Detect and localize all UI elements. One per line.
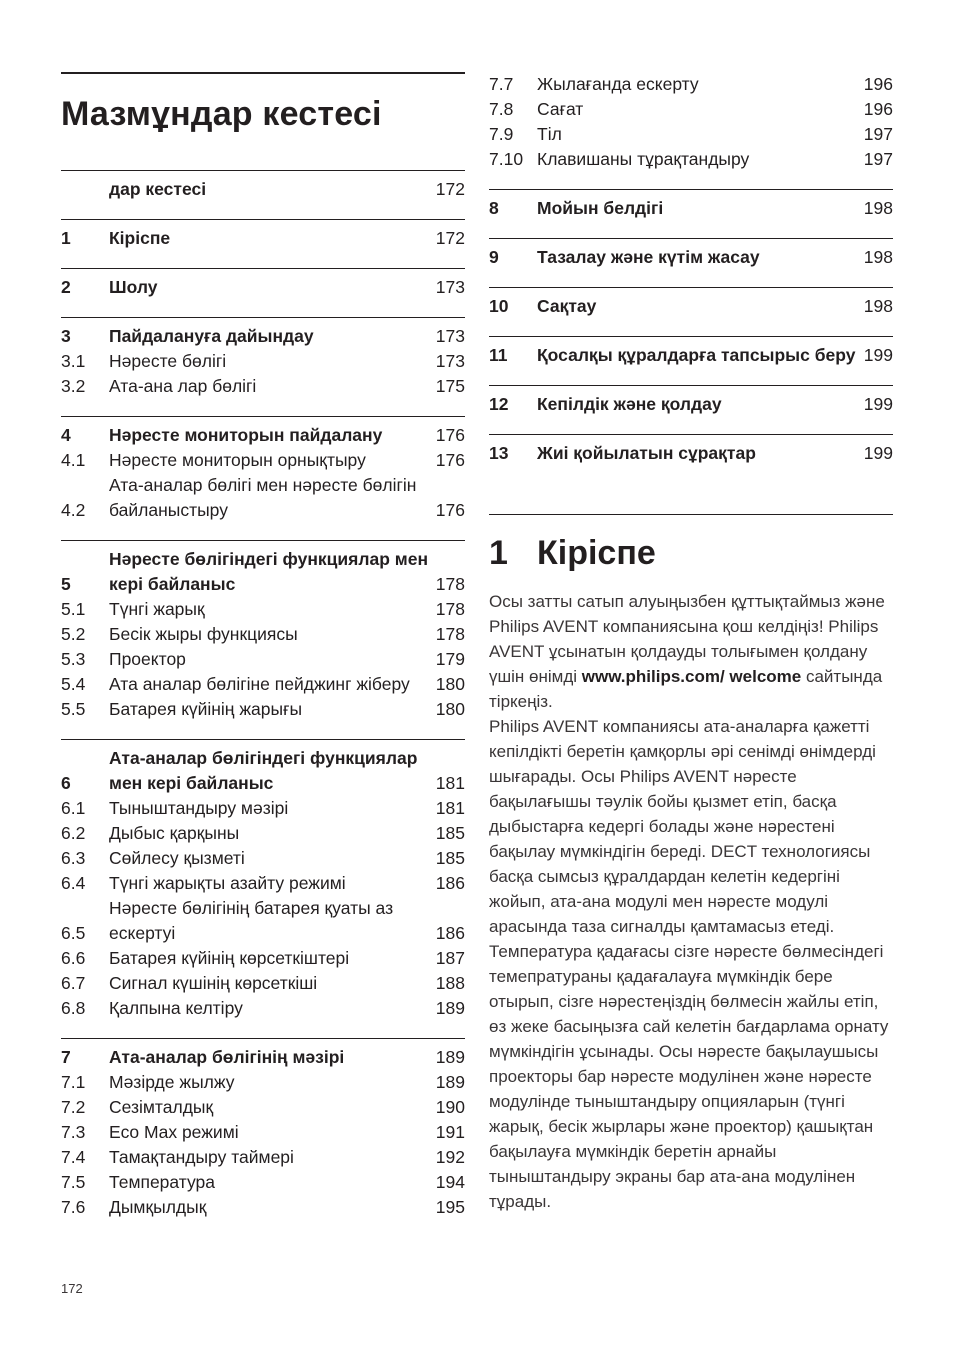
toc-section xyxy=(61,317,465,399)
toc-right-column xyxy=(489,72,893,1214)
toc-entry-title: Сигнал күшінің көрсеткіші xyxy=(109,973,318,993)
toc-section xyxy=(489,287,893,319)
toc-section xyxy=(489,72,893,172)
toc-subsection-entry[interactable] xyxy=(61,1120,465,1145)
toc-entry-number: 7.3 xyxy=(61,1122,86,1142)
toc-entry-page: 179 xyxy=(435,649,465,669)
toc-section xyxy=(61,540,465,722)
intro-heading xyxy=(489,533,893,573)
toc-entry-page: 198 xyxy=(863,198,893,218)
toc-entry-page: 198 xyxy=(863,247,893,267)
toc-entry-number: 4.1 xyxy=(61,450,86,470)
toc-entry-page: 194 xyxy=(435,1172,465,1192)
toc-entry-title: Температура xyxy=(109,1172,215,1192)
toc-entry-number: 6.6 xyxy=(61,948,86,968)
toc-entry-title: Қосалқы құралдарға тапсырыс беру xyxy=(537,345,856,365)
toc-entry-page: 185 xyxy=(435,823,465,843)
toc-entry-title: Проектор xyxy=(109,649,186,669)
toc-entry-title: Дыбыс қарқыны xyxy=(109,823,240,843)
intro-paragraph-3: Температура қадағасы сізге нәресте бөлмесіндегі темепратураны қадағалауға мүмкіндік бере отырып, сізге нәрестеңіздің бөлмесін жайлы етіп, өз жеке басыңызға сай келетін бағдарлама орнату мүмкіндігін ұсынады. Осы нәресте бақылаушысы проекторы бар нәресте модулінен және нәресте модулінде тыныштандыру опцияларын (түнгі жарық, бесік жырлары және проектор) қашықтан бақылауға мүмкіндік беретін арнайы тыныштандыру экраны бар ата-ана модулінен тұрады. xyxy=(489,942,889,1211)
toc-entry-title: Тазалау және күтім жасау xyxy=(537,247,760,267)
toc-chapter-entry[interactable] xyxy=(61,275,465,300)
toc-entry-title: Батарея күйінің көрсеткіштері xyxy=(109,948,350,968)
toc-entry-number: 2 xyxy=(61,277,71,297)
toc-entry-page: 176 xyxy=(435,500,465,520)
toc-entry-title: Eco Max режимі xyxy=(109,1122,239,1142)
toc-chapter-entry[interactable] xyxy=(61,177,465,202)
toc-entry-number: 7.8 xyxy=(489,99,514,119)
toc-entry-page: 189 xyxy=(435,1047,465,1067)
toc-entry-title: Клавишаны тұрақтандыру xyxy=(537,149,750,169)
toc-entry-page: 190 xyxy=(435,1097,465,1117)
toc-subsection-entry[interactable] xyxy=(61,1095,465,1120)
toc-subsection-entry[interactable] xyxy=(61,448,465,473)
toc-entry-number: 7.9 xyxy=(489,124,514,144)
toc-entry-number: 7.4 xyxy=(61,1147,86,1167)
toc-chapter-entry[interactable] xyxy=(489,343,893,368)
toc-section xyxy=(489,336,893,368)
toc-entry-page: 189 xyxy=(435,1072,465,1092)
toc-subsection-entry[interactable] xyxy=(61,971,465,996)
toc-entry-title: Жиі қойылатын сұрақтар xyxy=(537,443,756,463)
toc-section xyxy=(61,739,465,1021)
toc-entry-page: 178 xyxy=(435,599,465,619)
toc-entry-page: 197 xyxy=(863,124,893,144)
toc-section xyxy=(61,170,465,202)
intro-paragraph-1 xyxy=(489,589,893,714)
toc-subsection-entry[interactable] xyxy=(61,1145,465,1170)
toc-subsection-entry[interactable] xyxy=(61,647,465,672)
toc-section xyxy=(489,238,893,270)
toc-entry-title: Сезімталдық xyxy=(109,1097,214,1117)
toc-subsection-entry[interactable] xyxy=(61,796,465,821)
toc-entry-number: 5.4 xyxy=(61,674,86,694)
toc-entry-page: 189 xyxy=(435,998,465,1018)
toc-entry-title: Бесік жыры функциясы xyxy=(109,624,298,644)
toc-entry-number: 7.2 xyxy=(61,1097,86,1117)
toc-entry-title: Пайдалануға дайындау xyxy=(109,326,314,346)
toc-section xyxy=(61,1038,465,1220)
toc-entry-number: 5.3 xyxy=(61,649,86,669)
toc-entry-page: 173 xyxy=(435,326,465,346)
toc-entry-number: 3 xyxy=(61,326,71,346)
toc-subsection-entry[interactable] xyxy=(61,672,465,697)
toc-subsection-entry[interactable] xyxy=(61,821,465,846)
toc-subsection-entry[interactable] xyxy=(61,871,465,896)
toc-entry-page: 181 xyxy=(435,773,465,793)
toc-entry-title: Ата-ана лар бөлігі xyxy=(109,376,257,396)
toc-entry-number: 7.10 xyxy=(489,149,524,169)
toc-chapter-entry[interactable] xyxy=(61,1045,465,1070)
intro-section-title: Кіріспе xyxy=(537,534,656,572)
toc-entry-number: 6.2 xyxy=(61,823,86,843)
toc-entry-page: 186 xyxy=(435,923,465,943)
toc-subsection-entry[interactable] xyxy=(489,122,893,147)
toc-entry-title: Батарея күйінің жарығы xyxy=(109,699,303,719)
intro-rule xyxy=(489,514,893,515)
toc-right-list xyxy=(489,72,893,466)
toc-section xyxy=(489,434,893,466)
toc-chapter-entry[interactable] xyxy=(61,423,465,448)
toc-entry-number: 11 xyxy=(489,345,508,365)
intro-body xyxy=(489,589,893,1214)
toc-chapter-entry[interactable] xyxy=(489,294,893,319)
toc-entry-page: 178 xyxy=(435,624,465,644)
registration-link[interactable]: www.philips.com/ welcome xyxy=(581,667,802,686)
intro-section-number: 1 xyxy=(489,534,508,572)
top-rule xyxy=(61,72,465,74)
toc-chapter-entry[interactable] xyxy=(489,441,893,466)
toc-entry-page: 187 xyxy=(435,948,465,968)
toc-entry-number: 7.5 xyxy=(61,1172,86,1192)
toc-subsection-entry[interactable] xyxy=(61,1070,465,1095)
toc-entry-title: Нәресте мониторын пайдалану xyxy=(109,425,383,445)
toc-section xyxy=(61,416,465,523)
toc-entry-number: 6 xyxy=(61,773,71,793)
toc-entry-number: 4.2 xyxy=(61,500,86,520)
toc-entry-number: 4 xyxy=(61,425,71,445)
toc-entry-title: Мойын белдігі xyxy=(537,198,664,218)
toc-subsection-entry[interactable] xyxy=(489,72,893,97)
toc-entry-title: Сағат xyxy=(537,99,584,119)
intro-paragraph-2: Philips AVENT компаниясы ата-аналарға қажетті кепілдікті беретін қамқорлы әрі сенімді өнімдерді шығарады. Осы Philips AVENT нәресте бақылағышы тәулік бойы қызмет етіп, басқа дыбыстарға кедергі болады және нәрестені бақылау мүмкіндігін береді. DECT технологиясы басқа сымсыз құралдардан келетін кедергіні жойып, ата-ана модулі мен нәресте модулі арасында таза сигналды қамтамасыз етеді. xyxy=(489,717,876,936)
toc-entry-number: 6.5 xyxy=(61,923,86,943)
toc-entry-page: 196 xyxy=(863,74,893,94)
toc-entry-page: 191 xyxy=(435,1122,465,1142)
toc-entry-number: 5.5 xyxy=(61,699,86,719)
toc-entry-title: Түнгі жарық xyxy=(109,599,205,619)
toc-entry-title: Ата-аналар бөлігі мен нәресте бөлігін байланыстыру xyxy=(109,475,417,520)
toc-chapter-entry[interactable] xyxy=(489,392,893,417)
toc-subsection-entry[interactable] xyxy=(489,147,893,172)
toc-entry-page: 172 xyxy=(435,228,465,248)
toc-entry-title: Қалпына келтіру xyxy=(109,998,243,1018)
toc-entry-title: Мәзірде жылжу xyxy=(109,1072,235,1092)
toc-chapter-entry[interactable] xyxy=(489,196,893,221)
toc-entry-number: 8 xyxy=(489,198,499,218)
toc-entry-number: 3.2 xyxy=(61,376,86,396)
toc-entry-title: Түнгі жарықты азайту режимі xyxy=(109,873,346,893)
toc-entry-page: 185 xyxy=(435,848,465,868)
toc-entry-page: 176 xyxy=(435,450,465,470)
toc-entry-title: Ата-аналар бөлігіндегі функциялар мен кері байланыс xyxy=(109,748,418,793)
toc-subsection-entry[interactable] xyxy=(61,473,465,523)
intro-p1-text: Осы затты сатып алуыңызбен құттықтаймыз және Philips AVENT компаниясына қош келдіңіз! Philips AVENT ұсынатын қолдауды толығымен қолдану үшін өнімді xyxy=(489,592,885,686)
toc-entry-number: 3.1 xyxy=(61,351,86,371)
toc-entry-page: 180 xyxy=(435,699,465,719)
toc-entry-page: 181 xyxy=(435,798,465,818)
toc-chapter-entry[interactable] xyxy=(61,547,465,597)
toc-entry-title: Нәресте бөлігінің батарея қуаты аз ескертуі xyxy=(109,898,394,943)
toc-entry-title: Шолу xyxy=(109,277,158,297)
toc-entry-number: 10 xyxy=(489,296,509,316)
page-title: Мазмұндар кестесі xyxy=(61,95,382,133)
toc-subsection-entry[interactable] xyxy=(61,946,465,971)
toc-section xyxy=(61,219,465,251)
toc-entry-number: 6.7 xyxy=(61,973,86,993)
toc-entry-number: 6.8 xyxy=(61,998,86,1018)
toc-entry-page: 180 xyxy=(435,674,465,694)
toc-subsection-entry[interactable] xyxy=(61,996,465,1021)
toc-subsection-entry[interactable] xyxy=(61,697,465,722)
toc-subsection-entry[interactable] xyxy=(61,374,465,399)
toc-entry-page: 188 xyxy=(435,973,465,993)
toc-entry-number: 7.7 xyxy=(489,74,514,94)
toc-chapter-entry[interactable] xyxy=(489,245,893,270)
toc-section xyxy=(489,385,893,417)
toc-entry-page: 172 xyxy=(435,179,465,199)
toc-entry-page: 199 xyxy=(863,394,893,414)
toc-subsection-entry[interactable] xyxy=(61,846,465,871)
toc-subsection-entry[interactable] xyxy=(61,1170,465,1195)
toc-entry-page: 192 xyxy=(435,1147,465,1167)
toc-section xyxy=(489,189,893,221)
toc-entry-number: 1 xyxy=(61,228,71,248)
toc-entry-page: 173 xyxy=(435,351,465,371)
toc-entry-number: 6.3 xyxy=(61,848,86,868)
toc-entry-title: дар кестесі xyxy=(109,179,207,199)
toc-section xyxy=(61,268,465,300)
toc-entry-page: 186 xyxy=(435,873,465,893)
toc-entry-number: 5.2 xyxy=(61,624,86,644)
toc-entry-page: 199 xyxy=(863,345,893,365)
intro-p1-tail: сайтында тіркеңіз. xyxy=(489,667,883,711)
toc-entry-title: Тіл xyxy=(537,124,562,144)
toc-subsection-entry[interactable] xyxy=(61,1195,465,1220)
toc-entry-number: 6.1 xyxy=(61,798,86,818)
toc-entry-page: 197 xyxy=(863,149,893,169)
toc-subsection-entry[interactable] xyxy=(61,622,465,647)
toc-entry-page: 196 xyxy=(863,99,893,119)
toc-entry-title: Сақтау xyxy=(537,296,597,316)
toc-entry-title: Нәресте мониторын орнықтыру xyxy=(109,450,366,470)
toc-entry-title: Нәресте бөлігіндегі функциялар мен кері байланыс xyxy=(109,549,429,594)
toc-subsection-entry[interactable] xyxy=(61,349,465,374)
toc-subsection-entry[interactable] xyxy=(61,896,465,946)
toc-entry-number: 9 xyxy=(489,247,499,267)
toc-entry-title: Нәресте бөлігі xyxy=(109,351,227,371)
toc-entry-title: Дымқылдық xyxy=(109,1197,207,1217)
toc-chapter-entry[interactable] xyxy=(61,226,465,251)
toc-entry-title: Жылағанда ескерту xyxy=(537,74,699,94)
toc-entry-title: Тыныштандыру мәзірі xyxy=(109,798,289,818)
toc-chapter-entry[interactable] xyxy=(61,324,465,349)
toc-entry-title: Сөйлесу қызметі xyxy=(109,848,245,868)
toc-entry-page: 195 xyxy=(435,1197,465,1217)
toc-entry-page: 176 xyxy=(435,425,465,445)
toc-entry-page: 173 xyxy=(435,277,465,297)
toc-entry-page: 178 xyxy=(435,574,465,594)
toc-entry-title: Ата аналар бөлігіне пейджинг жіберу xyxy=(109,674,410,694)
toc-left-column xyxy=(61,72,465,1220)
toc-entry-title: Ата-аналар бөлігінің мәзірі xyxy=(109,1047,345,1067)
toc-subsection-entry[interactable] xyxy=(61,597,465,622)
toc-entry-page: 175 xyxy=(435,376,465,396)
toc-entry-number: 13 xyxy=(489,443,509,463)
toc-entry-page: 199 xyxy=(863,443,893,463)
toc-entry-number: 5 xyxy=(61,574,71,594)
toc-entry-page: 198 xyxy=(863,296,893,316)
toc-entry-title: Кіріспе xyxy=(109,228,171,248)
toc-left-list xyxy=(61,170,465,1220)
toc-entry-number: 7.6 xyxy=(61,1197,86,1217)
toc-entry-number: 6.4 xyxy=(61,873,86,893)
toc-entry-number: 5.1 xyxy=(61,599,86,619)
toc-entry-number: 7.1 xyxy=(61,1072,86,1092)
toc-entry-number: 7 xyxy=(61,1047,71,1067)
toc-chapter-entry[interactable] xyxy=(61,746,465,796)
page-number: 172 xyxy=(61,1281,83,1296)
toc-subsection-entry[interactable] xyxy=(489,97,893,122)
toc-entry-number: 12 xyxy=(489,394,509,414)
toc-entry-title: Тамақтандыру таймері xyxy=(109,1147,294,1167)
toc-entry-title: Кепілдік және қолдау xyxy=(537,394,722,414)
